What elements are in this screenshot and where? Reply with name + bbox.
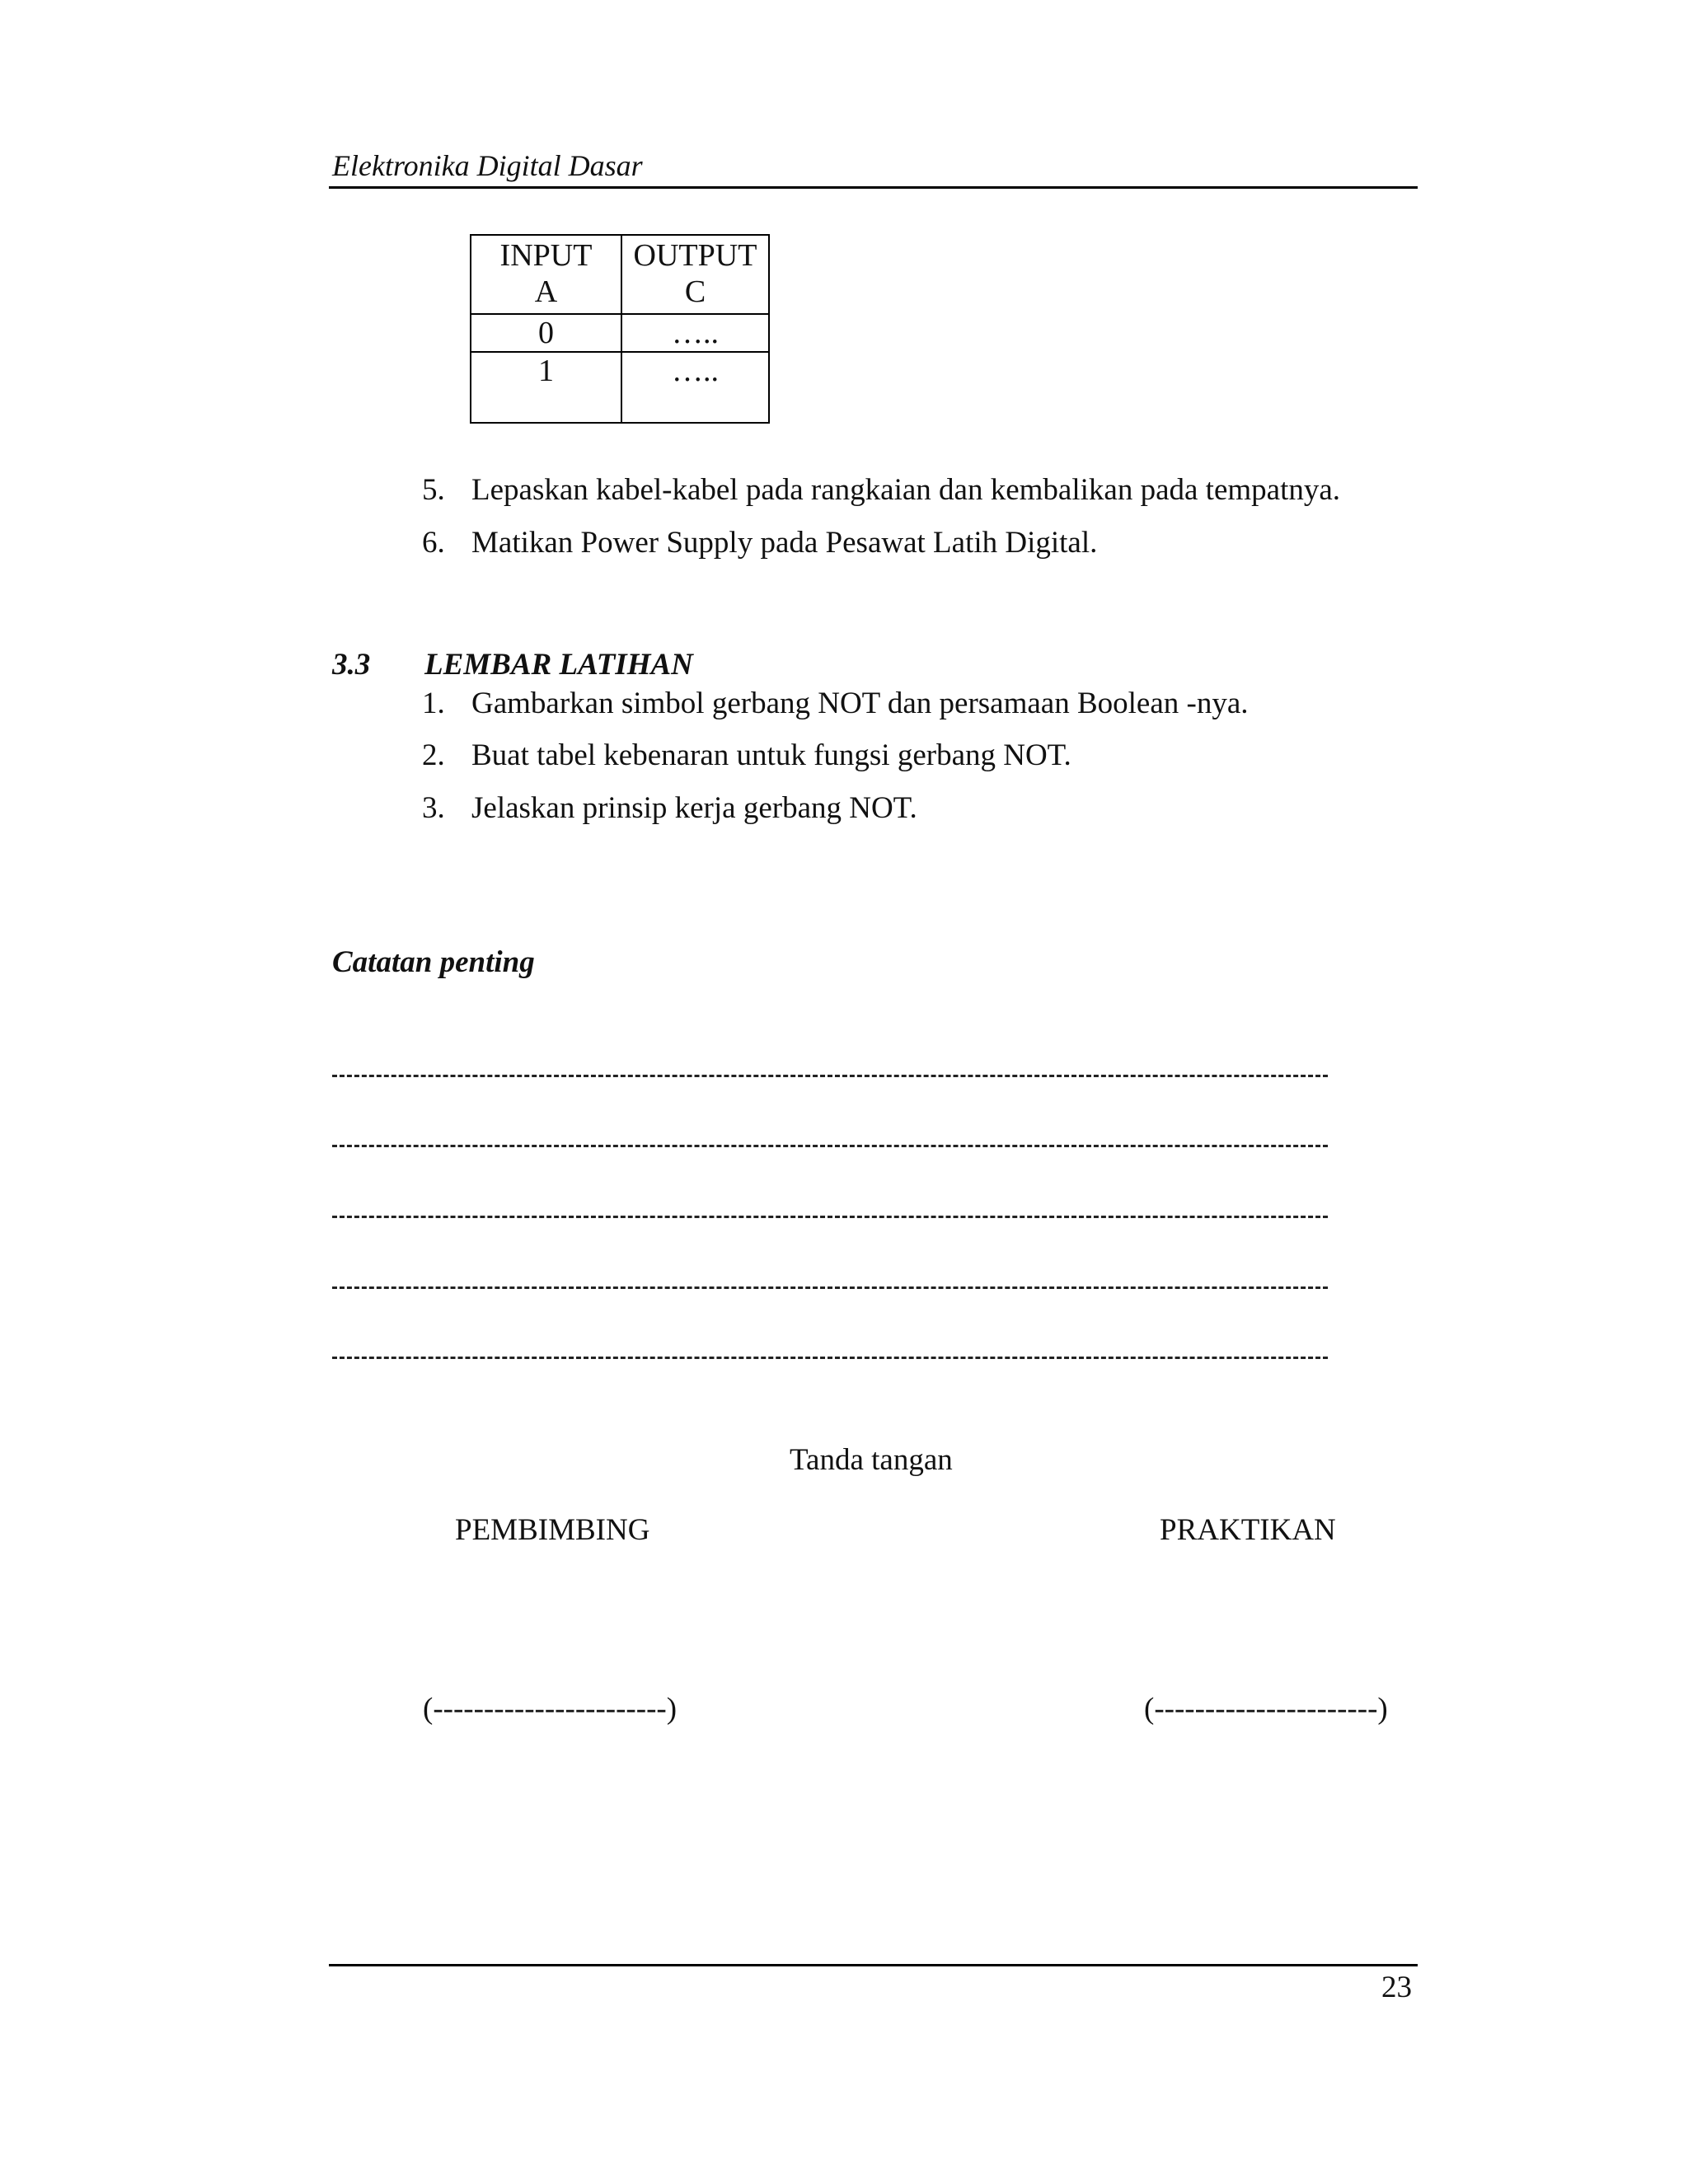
note-line xyxy=(332,1216,1328,1218)
header-cell-output xyxy=(621,235,769,314)
step-number: 6. xyxy=(422,526,445,560)
item-text: Buat tabel kebenaran untuk fungsi gerbang NOT. xyxy=(471,738,1071,772)
header-output-label: OUTPUT xyxy=(633,238,757,273)
item-text: Jelaskan prinsip kerja gerbang NOT. xyxy=(471,791,917,825)
item-text: Gambarkan simbol gerbang NOT dan persamaan Boolean -nya. xyxy=(471,687,1249,720)
list-item xyxy=(422,790,917,826)
page-number: 23 xyxy=(1381,1971,1412,2004)
header-input-variable: A xyxy=(534,274,558,309)
practitioner-signature-blank: (----------------------) xyxy=(1144,1692,1388,1726)
supervisor-label: PEMBIMBING xyxy=(455,1513,650,1547)
list-item xyxy=(422,738,1071,773)
output-cell: ….. xyxy=(621,352,769,423)
table-row xyxy=(471,314,769,352)
section-title: LEMBAR LATIHAN xyxy=(424,648,693,682)
list-item xyxy=(422,472,1340,508)
section-heading xyxy=(332,647,693,682)
header-rule xyxy=(329,186,1418,189)
note-line xyxy=(332,1357,1328,1359)
footer-rule xyxy=(329,1964,1418,1966)
header-cell-input xyxy=(471,235,621,314)
notes-heading: Catatan penting xyxy=(332,945,535,979)
item-number: 2. xyxy=(422,738,445,772)
signature-caption: Tanda tangan xyxy=(790,1443,953,1477)
step-text: Matikan Power Supply pada Pesawat Latih Digital. xyxy=(471,526,1098,560)
output-cell: ….. xyxy=(621,314,769,352)
input-cell: 0 xyxy=(471,314,621,352)
header-input-label: INPUT xyxy=(499,238,593,273)
item-number: 1. xyxy=(422,687,445,720)
table-row xyxy=(471,352,769,423)
supervisor-signature-blank: (-----------------------) xyxy=(423,1692,678,1726)
section-number: 3.3 xyxy=(332,648,371,682)
input-cell: 1 xyxy=(471,352,621,423)
step-text: Lepaskan kabel-kabel pada rangkaian dan kembalikan pada tempatnya. xyxy=(471,473,1341,507)
item-number: 3. xyxy=(422,791,445,825)
header-output-variable: C xyxy=(684,274,706,309)
step-number: 5. xyxy=(422,473,445,507)
list-item xyxy=(422,525,1097,560)
list-item xyxy=(422,686,1249,721)
running-header: Elektronika Digital Dasar xyxy=(332,149,643,182)
practitioner-label: PRAKTIKAN xyxy=(1160,1513,1336,1547)
note-line xyxy=(332,1145,1328,1147)
truth-table-header-row xyxy=(471,235,769,314)
note-line xyxy=(332,1286,1328,1289)
truth-table xyxy=(470,234,770,424)
note-line xyxy=(332,1075,1328,1077)
